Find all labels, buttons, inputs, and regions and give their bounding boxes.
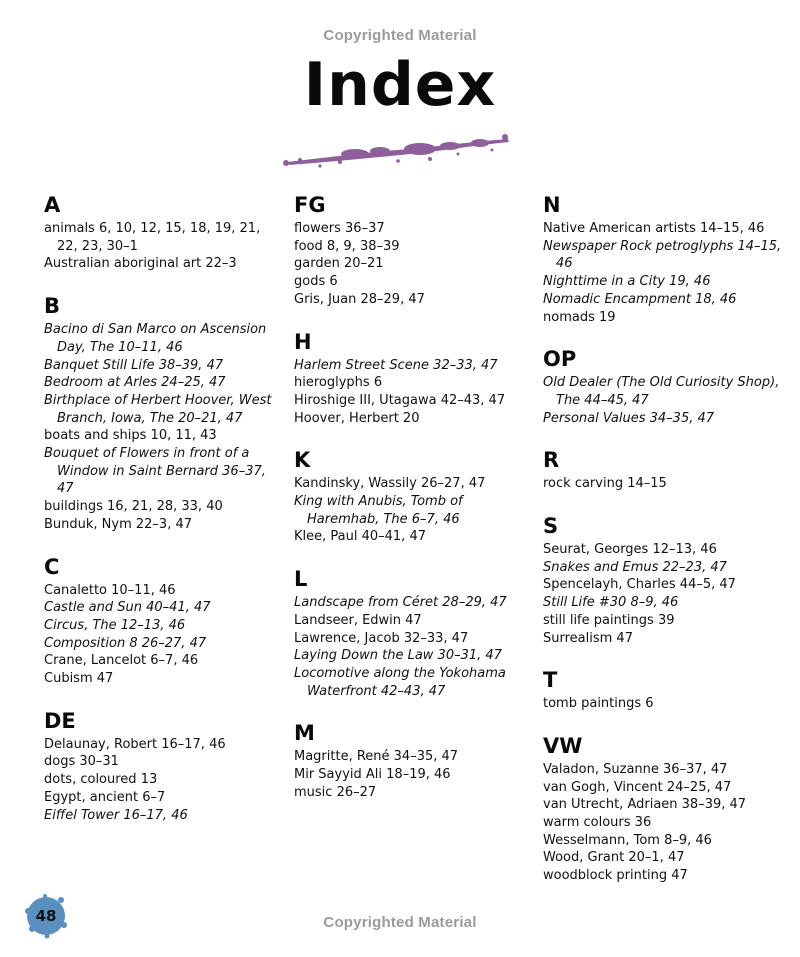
index-section xyxy=(543,447,783,493)
index-entry xyxy=(44,789,284,807)
index-entry-text: Composition 8 26–27, 47 xyxy=(44,635,207,651)
index-entry-text: nomads 19 xyxy=(543,309,616,325)
index-entry-text: Wesselmann, Tom 8–9, 46 xyxy=(543,832,712,848)
section-letter: T xyxy=(543,668,558,693)
index-column-3 xyxy=(543,192,783,905)
index-entry xyxy=(44,255,284,273)
section-letter: M xyxy=(294,721,315,746)
index-entry-text: buildings 16, 21, 28, 33, 40 xyxy=(44,499,223,515)
index-entry-text: Bunduk, Nym 22–3, 47 xyxy=(44,516,193,532)
section-letter: K xyxy=(294,448,311,473)
page-title: Index xyxy=(303,50,497,120)
index-entry xyxy=(44,753,284,771)
index-entry-text: Eiffel Tower 16–17, 46 xyxy=(44,807,188,823)
index-section xyxy=(44,293,284,533)
section-letter: B xyxy=(44,294,61,319)
index-entry-text: food 8, 9, 38–39 xyxy=(294,238,400,254)
index-entry-text: Harlem Street Scene 32–33, 47 xyxy=(294,357,498,373)
copyright-notice-top: Copyrighted Material xyxy=(323,27,477,44)
index-entry-text: hieroglyphs 6 xyxy=(294,375,383,391)
index-entry xyxy=(543,238,783,273)
index-entry xyxy=(294,665,534,700)
index-entry xyxy=(543,849,783,867)
section-letter: N xyxy=(543,193,561,217)
index-entry xyxy=(44,582,284,600)
index-entry xyxy=(44,427,284,445)
index-entry xyxy=(44,617,284,635)
index-entry-text: Seurat, Georges 12–13, 46 xyxy=(543,542,717,558)
index-entry-text: Birthplace of Herbert Hoover, West Branch, Iowa, The 20–21, 47 xyxy=(44,392,272,426)
paint-splash-icon xyxy=(280,132,515,172)
index-section xyxy=(543,513,783,647)
index-entry xyxy=(44,392,284,427)
index-entry xyxy=(294,238,534,256)
index-entry xyxy=(294,528,534,546)
index-entry xyxy=(294,220,534,238)
index-entry-text: Spencelayh, Charles 44–5, 47 xyxy=(543,577,736,593)
section-letter: S xyxy=(543,514,559,539)
index-entry xyxy=(543,410,783,428)
index-entry-text: warm colours 36 xyxy=(543,815,652,831)
index-entry xyxy=(44,807,284,825)
index-entry xyxy=(543,475,783,493)
index-entry xyxy=(543,559,783,577)
section-letter: L xyxy=(294,567,308,592)
index-entry-text: Locomotive along the Yokohama Waterfront 42–43, 47 xyxy=(294,665,506,699)
index-entry xyxy=(294,410,534,428)
index-entry xyxy=(294,374,534,392)
index-entry-text: Crane, Lancelot 6–7, 46 xyxy=(44,653,199,669)
index-entry-text: Castle and Sun 40–41, 47 xyxy=(44,600,211,616)
index-section xyxy=(44,192,284,273)
section-letter: FG xyxy=(294,193,326,217)
index-entry xyxy=(294,255,534,273)
index-column-1 xyxy=(44,192,284,844)
index-entry-text: Delaunay, Robert 16–17, 46 xyxy=(44,736,226,752)
index-entry-text: Canaletto 10–11, 46 xyxy=(44,582,176,598)
index-entry-text: boats and ships 10, 11, 43 xyxy=(44,428,217,444)
index-section xyxy=(543,667,783,713)
index-entry xyxy=(543,832,783,850)
index-entry-text: music 26–27 xyxy=(294,784,377,800)
index-entry-text: Wood, Grant 20–1, 47 xyxy=(543,850,685,866)
index-entry-text: Hoover, Herbert 20 xyxy=(294,410,420,426)
index-entry xyxy=(543,779,783,797)
index-entry xyxy=(543,814,783,832)
index-section xyxy=(44,554,284,688)
index-entry xyxy=(294,357,534,375)
index-entry-text: tomb paintings 6 xyxy=(543,696,654,712)
index-entry xyxy=(44,652,284,670)
index-entry-text: rock carving 14–15 xyxy=(543,476,667,492)
index-entry-text: dogs 30–31 xyxy=(44,754,119,770)
section-letter: H xyxy=(294,329,312,354)
index-entry xyxy=(44,357,284,375)
index-entry-text: Gris, Juan 28–29, 47 xyxy=(294,291,425,307)
index-entry xyxy=(543,576,783,594)
index-section xyxy=(294,447,534,546)
index-entry-text: Valadon, Suzanne 36–37, 47 xyxy=(543,761,728,777)
index-entry xyxy=(294,594,534,612)
index-entry-text: Cubism 47 xyxy=(44,671,114,687)
index-entry-text: Nighttime in a City 19, 46 xyxy=(543,274,711,290)
index-entry-text: Bacino di San Marco on Ascension Day, The 10–11, 46 xyxy=(44,322,267,355)
index-entry-text: Circus, The 12–13, 46 xyxy=(44,617,186,633)
index-entry xyxy=(44,635,284,653)
index-entry-text: Magritte, René 34–35, 47 xyxy=(294,749,459,765)
index-entry xyxy=(294,784,534,802)
index-entry-text: Surrealism 47 xyxy=(543,630,633,646)
index-entry-text: Bouquet of Flowers in front of a Window in Saint Bernard 36–37, 47 xyxy=(44,446,266,497)
index-entry-text: Personal Values 34–35, 47 xyxy=(543,410,715,426)
index-entry-text: flowers 36–37 xyxy=(294,221,385,236)
section-letter: DE xyxy=(44,708,76,733)
index-entry xyxy=(294,475,534,493)
index-entry xyxy=(44,771,284,789)
index-entry xyxy=(44,374,284,392)
index-entry xyxy=(294,748,534,766)
index-entry xyxy=(543,594,783,612)
index-entry xyxy=(294,647,534,665)
index-entry xyxy=(543,630,783,648)
index-entry xyxy=(543,374,783,409)
index-section xyxy=(543,192,783,326)
section-letter: R xyxy=(543,448,560,473)
index-entry-text: woodblock printing 47 xyxy=(543,868,688,884)
index-entry-text: van Utrecht, Adriaen 38–39, 47 xyxy=(543,797,747,813)
index-entry-text: Still Life #30 8–9, 46 xyxy=(543,595,679,611)
page-number: 48 xyxy=(35,907,57,925)
index-entry xyxy=(44,516,284,534)
section-letter: A xyxy=(44,193,61,217)
section-letter: OP xyxy=(543,347,577,372)
index-entry-text: Mir Sayyid Ali 18–19, 46 xyxy=(294,767,451,783)
index-column-2 xyxy=(294,192,534,821)
index-entry xyxy=(44,498,284,516)
index-entry xyxy=(294,630,534,648)
index-entry-text: King with Anubis, Tomb of Haremhab, The 6–7, 46 xyxy=(294,494,463,527)
index-entry xyxy=(44,670,284,688)
index-entry-text: Banquet Still Life 38–39, 47 xyxy=(44,357,224,373)
index-entry xyxy=(543,309,783,327)
index-entry-text: Snakes and Emus 22–23, 47 xyxy=(543,559,727,575)
index-entry xyxy=(44,599,284,617)
index-entry xyxy=(543,867,783,885)
section-letter: C xyxy=(44,554,60,579)
index-section xyxy=(294,566,534,700)
index-entry xyxy=(44,321,284,356)
index-entry-text: Landscape from Céret 28–29, 47 xyxy=(294,595,507,611)
index-entry xyxy=(294,612,534,630)
index-entry xyxy=(44,445,284,498)
index-entry xyxy=(543,695,783,713)
index-entry-text: gods 6 xyxy=(294,274,338,290)
index-entry-text: Hiroshige III, Utagawa 42–43, 47 xyxy=(294,392,506,408)
index-entry-text: Egypt, ancient 6–7 xyxy=(44,789,166,805)
index-entry-text: Native American artists 14–15, 46 xyxy=(543,221,765,236)
index-section xyxy=(543,733,783,885)
index-entry-text: garden 20–21 xyxy=(294,256,384,272)
index-section xyxy=(44,708,284,825)
index-entry xyxy=(294,766,534,784)
index-entry xyxy=(543,796,783,814)
index-entry xyxy=(44,736,284,754)
index-entry-text: Old Dealer (The Old Curiosity Shop), The 44–45, 47 xyxy=(543,375,780,408)
index-entry xyxy=(543,220,783,238)
index-entry-text: Bedroom at Arles 24–25, 47 xyxy=(44,375,226,391)
index-entry-text: still life paintings 39 xyxy=(543,612,675,628)
index-entry xyxy=(294,392,534,410)
index-entry xyxy=(44,220,284,255)
index-entry xyxy=(543,541,783,559)
index-entry-text: dots, coloured 13 xyxy=(44,772,158,788)
index-entry-text: Newspaper Rock petroglyphs 14–15, 46 xyxy=(543,238,782,272)
index-entry-text: van Gogh, Vincent 24–25, 47 xyxy=(543,779,732,795)
index-entry-text: Australian aboriginal art 22–3 xyxy=(44,256,237,272)
index-entry xyxy=(294,493,534,528)
index-entry xyxy=(294,291,534,309)
index-entry-text: Landseer, Edwin 47 xyxy=(294,612,422,628)
index-entry-text: Klee, Paul 40–41, 47 xyxy=(294,529,426,545)
index-section xyxy=(294,192,534,309)
index-entry xyxy=(543,761,783,779)
index-entry xyxy=(543,273,783,291)
index-entry xyxy=(294,273,534,291)
index-entry xyxy=(543,612,783,630)
index-entry xyxy=(543,291,783,309)
index-entry-text: Laying Down the Law 30–31, 47 xyxy=(294,648,502,664)
index-entry-text: Lawrence, Jacob 32–33, 47 xyxy=(294,630,469,646)
index-section xyxy=(543,346,783,427)
index-section xyxy=(294,720,534,801)
section-letter: VW xyxy=(543,733,583,758)
index-section xyxy=(294,329,534,428)
copyright-notice-bottom: Copyrighted Material xyxy=(323,914,477,931)
index-entry-text: Nomadic Encampment 18, 46 xyxy=(543,291,737,307)
index-entry-text: Kandinsky, Wassily 26–27, 47 xyxy=(294,476,486,492)
index-entry-text: animals 6, 10, 12, 15, 18, 19, 21, 22, 23, 30–1 xyxy=(44,221,261,254)
